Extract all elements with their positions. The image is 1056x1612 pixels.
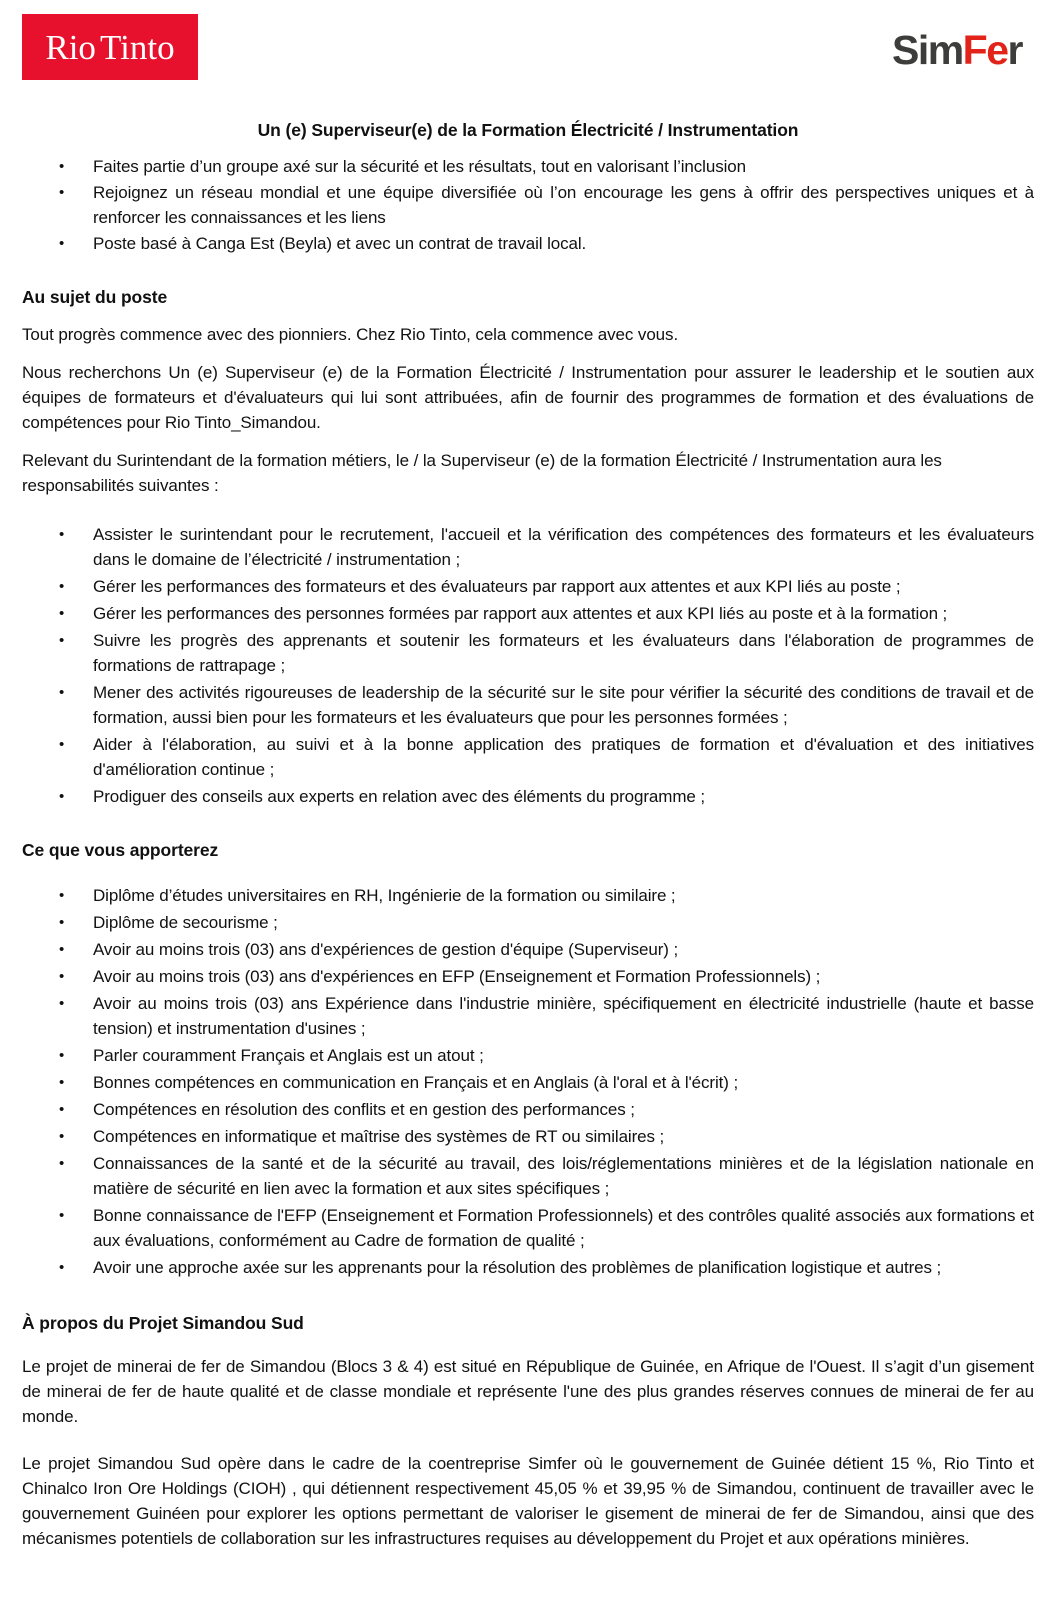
responsibilities-list <box>22 522 1034 809</box>
project-paragraphs <box>22 1354 1034 1551</box>
list-item <box>22 937 1034 962</box>
list-item-text: Rejoignez un réseau mondial et une équipe diversifiée où l’on encourage les gens à offrir des perspectives uniques et à renforcer les connaissances et les liens <box>93 183 1034 227</box>
list-item-text: Compétences en résolution des conflits et en gestion des performances ; <box>93 1100 635 1119</box>
list-item <box>22 601 1034 626</box>
section-heading-about-role: Au sujet du poste <box>22 287 168 307</box>
bullet-icon: • <box>59 1074 65 1091</box>
rio-tinto-logo <box>22 14 198 80</box>
simfer-logo-text-sim: Sim <box>891 27 963 73</box>
paragraph-project-location: Le projet de minerai de fer de Simandou (Blocs 3 & 4) est situé en République de Guinée, en Afrique de l'Ouest. Il s’agit d’un gisement de minerai de fer de haute qualité et de classe mondiale et représente l'une des plus grandes réserves connues de minerai de fer au monde. <box>22 1357 1034 1426</box>
list-item-text: Gérer les performances des formateurs et des évaluateurs par rapport aux attentes et aux KPI liés au poste ; <box>93 577 901 596</box>
qualifications-list <box>22 883 1034 1280</box>
bullet-icon: • <box>59 1259 65 1276</box>
list-item-text: Compétences en informatique et maîtrise des systèmes de RT ou similaires ; <box>93 1127 665 1146</box>
bullet-icon: • <box>59 887 65 904</box>
list-item-text: Poste basé à Canga Est (Beyla) et avec un contrat de travail local. <box>93 234 587 253</box>
bullet-icon: • <box>59 632 65 649</box>
list-item-text: Bonne connaissance de l'EFP (Enseignement et Formation Professionnels) et des contrôles qualité associés aux formations et aux évaluations, conformément au Cadre de formation de qualité ; <box>93 1206 1034 1250</box>
list-item <box>22 1043 1034 1068</box>
list-item-text: Diplôme de secourisme ; <box>93 913 278 932</box>
bullet-icon: • <box>59 1101 65 1118</box>
list-item <box>22 1070 1034 1095</box>
section-heading-qualifications: Ce que vous apporterez <box>22 840 219 860</box>
list-item-text: Avoir au moins trois (03) ans Expérience dans l'industrie minière, spécifiquement en électricité industrielle (haute et basse tension) et instrumentation d'usines ; <box>93 994 1034 1038</box>
list-item-text: Avoir au moins trois (03) ans d'expériences en EFP (Enseignement et Formation Professionnels) ; <box>93 967 821 986</box>
bullet-icon: • <box>59 1207 65 1224</box>
list-item <box>22 1097 1034 1122</box>
paragraph-project-joint-venture: Le projet Simandou Sud opère dans le cadre de la coentreprise Simfer où le gouvernement de Guinée détient 15 %, Rio Tinto et Chinalco Iron Ore Holdings (CIOH) , qui détiennent respectivement 45,05 % et 39,95 % de Simandou, continuent de travailler avec le gouvernement Guinéen pour explorer les options permettant de valoriser le gisement de minerai de fer de Simandou, ainsi que des mécanismes potentiels de collaboration sur les infrastructures requises au développement du Projet et aux opérations minières. <box>22 1454 1034 1548</box>
list-item <box>22 680 1034 730</box>
bullet-icon: • <box>59 184 65 201</box>
simfer-logo <box>891 27 1022 73</box>
bullet-icon: • <box>59 995 65 1012</box>
list-item <box>22 522 1034 572</box>
paragraph-we-are-looking: Nous recherchons Un (e) Superviseur (e) de la Formation Électricité / Instrumentation pour assurer le leadership et le soutien aux équipes de formateurs et d'évaluateurs qui lui sont attribuées, afin de fournir des programmes de formation et des évaluations de compétences pour Rio Tinto_Simandou. <box>22 363 1034 432</box>
list-item-text: Diplôme d’études universitaires en RH, Ingénierie de la formation ou similaire ; <box>93 886 676 905</box>
list-item-text: Avoir au moins trois (03) ans d'expériences de gestion d'équipe (Superviseur) ; <box>93 940 679 959</box>
masthead <box>22 14 1034 94</box>
list-item <box>22 154 1034 179</box>
bullet-icon: • <box>59 736 65 753</box>
paragraph-pioneers: Tout progrès commence avec des pionniers. Chez Rio Tinto, cela commence avec vous. <box>22 325 679 344</box>
list-item-text: Bonnes compétences en communication en Français et en Anglais (à l'oral et à l'écrit) ; <box>93 1073 739 1092</box>
list-item-text: Mener des activités rigoureuses de leadership de la sécurité sur le site pour vérifier la sécurité des conditions de travail et de formation, aussi bien pour les formateurs et les évaluateurs que pour les personnes formées ; <box>93 683 1034 727</box>
list-item <box>22 910 1034 935</box>
list-item-text: Avoir une approche axée sur les apprenants pour la résolution des problèmes de planification logistique et autres ; <box>93 1258 942 1277</box>
list-item-text: Prodiguer des conseils aux experts en relation avec des éléments du programme ; <box>93 787 705 806</box>
bullet-icon: • <box>59 684 65 701</box>
list-item-text: Connaissances de la santé et de la sécurité au travail, des lois/réglementations minières et de la législation nationale en matière de sécurité en lien avec la formation et aux sites spécifiques ; <box>93 1154 1034 1198</box>
bullet-icon: • <box>59 578 65 595</box>
bullet-icon: • <box>59 235 65 252</box>
bullet-icon: • <box>59 968 65 985</box>
intro-highlights-list <box>22 154 1034 256</box>
list-item <box>22 180 1034 230</box>
rio-tinto-logo-text: Rio Tinto <box>45 27 175 67</box>
bullet-icon: • <box>59 914 65 931</box>
list-item <box>22 991 1034 1041</box>
list-item <box>22 964 1034 989</box>
section-heading-project: À propos du Projet Simandou Sud <box>22 1313 304 1333</box>
simfer-logo-text-fe: Fe <box>962 27 1008 73</box>
simfer-logo-text-r: r <box>1007 27 1022 73</box>
list-item <box>22 1124 1034 1149</box>
list-item <box>22 1151 1034 1201</box>
bullet-icon: • <box>59 1047 65 1064</box>
paragraph-reporting-line: Relevant du Surintendant de la formation métiers, le / la Superviseur (e) de la formation Électricité / Instrumentation aura les responsabilités suivantes : <box>22 451 942 495</box>
list-item <box>22 784 1034 809</box>
list-item <box>22 883 1034 908</box>
page-title: Un (e) Superviseur(e) de la Formation Électricité / Instrumentation <box>257 120 799 140</box>
list-item-text: Suivre les progrès des apprenants et soutenir les formateurs et les évaluateurs dans l'élaboration de programmes de formations de rattrapage ; <box>93 631 1034 675</box>
bullet-icon: • <box>59 158 65 175</box>
list-item-text: Gérer les performances des personnes formées par rapport aux attentes et aux KPI liés au poste et à la formation ; <box>93 604 948 623</box>
list-item <box>22 732 1034 782</box>
section-qualifications <box>22 839 1034 1280</box>
bullet-icon: • <box>59 941 65 958</box>
list-item <box>22 1203 1034 1253</box>
bullet-icon: • <box>59 788 65 805</box>
list-item-text: Assister le surintendant pour le recrutement, l'accueil et la vérification des compétences des formateurs et les évaluateurs dans le domaine de l’électricité / instrumentation ; <box>93 525 1034 569</box>
list-item <box>22 628 1034 678</box>
bullet-icon: • <box>59 605 65 622</box>
list-item-text: Faites partie d’un groupe axé sur la sécurité et les résultats, tout en valorisant l’inclusion <box>93 157 747 176</box>
list-item-text: Parler couramment Français et Anglais est un atout ; <box>93 1046 484 1065</box>
section-about-role <box>22 286 1034 809</box>
bullet-icon: • <box>59 1155 65 1172</box>
list-item <box>22 1255 1034 1280</box>
bullet-icon: • <box>59 1128 65 1145</box>
list-item-text: Aider à l'élaboration, au suivi et à la bonne application des pratiques de formation et d'évaluation et des initiatives d'amélioration continue ; <box>93 735 1034 779</box>
section-project <box>22 1312 1034 1551</box>
bullet-icon: • <box>59 526 65 543</box>
list-item <box>22 231 1034 256</box>
list-item <box>22 574 1034 599</box>
